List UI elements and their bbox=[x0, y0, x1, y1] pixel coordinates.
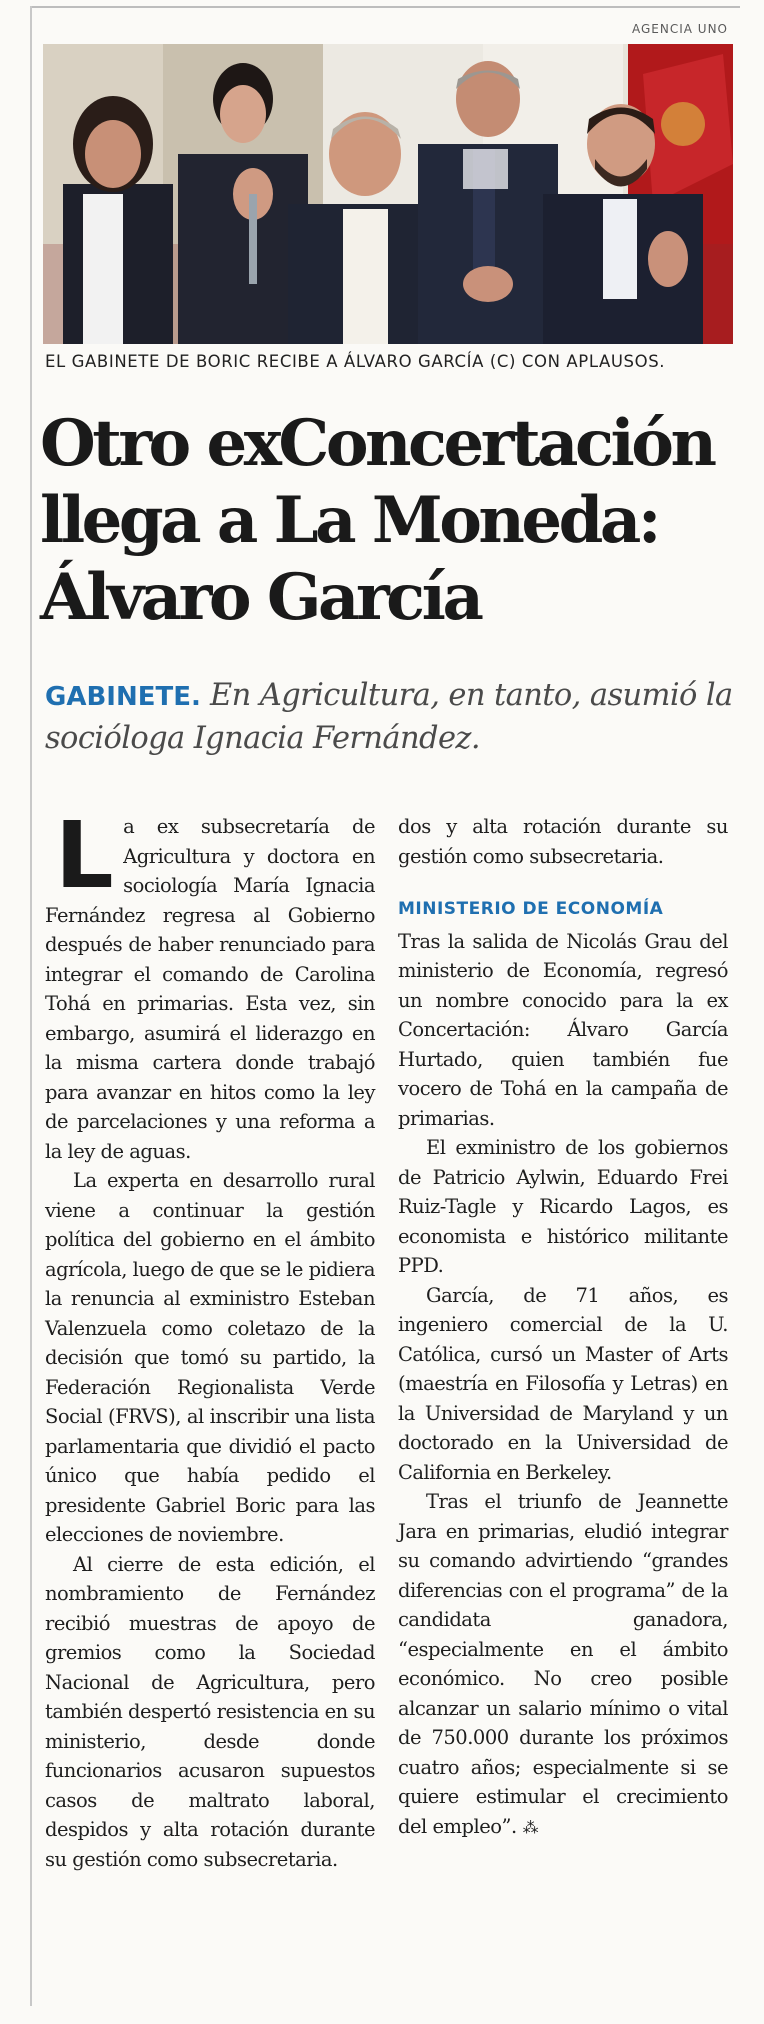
article-photo bbox=[43, 44, 733, 344]
photo-illustration bbox=[43, 44, 733, 344]
section-subhead: MINISTERIO DE ECONOMÍA bbox=[398, 899, 664, 919]
paragraph-1 bbox=[45, 802, 375, 1166]
drop-cap: L bbox=[55, 802, 114, 909]
page-left-rule bbox=[30, 6, 32, 2006]
end-mark-icon: ⁂ bbox=[522, 1817, 539, 1837]
paragraph-3-continued: dos y alta rotación durante su gestión como subsecretaria. bbox=[398, 815, 728, 868]
photo-caption: EL GABINETE DE BORIC RECIBE A ÁLVARO GARCÍA (C) CON APLAUSOS. bbox=[45, 352, 666, 371]
headline bbox=[40, 405, 740, 636]
article-column-2 bbox=[398, 812, 728, 1842]
paragraph-1-text: a ex subsecretaría de Agricultura y doctora en sociología María Ignacia Fernández regresa al Gobierno después de haber renunciado para integrar el comando de Carolina Tohá en primarias. Esta vez, sin embargo, asumirá el liderazgo en la misma cartera donde trabajó para avanzar en hitos como la ley de parcelaciones y una reforma a la ley de aguas. bbox=[45, 815, 375, 1163]
headline-line-1: Otro exConcertación bbox=[40, 406, 714, 481]
deck-kicker: GABINETE. bbox=[45, 682, 201, 712]
photo-credit: AGENCIA UNO bbox=[631, 22, 728, 36]
paragraph-4: Tras la salida de Nicolás Grau del ministerio de Economía, regresó un nombre conocido para la ex Concertación: Álvaro García Hurtado, quien también fue vocero de Tohá en la campaña de primarias. bbox=[398, 929, 728, 1130]
paragraph-3: Al cierre de esta edición, el nombramiento de Fernández recibió muestras de apoyo de gremios como la Sociedad Nacional de Agricultura, pero también despertó resistencia en su ministerio, desde donde funcionarios acusaron supuestos casos de maltrato laboral, despidos y alta rotación durante su gestión como subsecretaria. bbox=[45, 1552, 376, 1871]
paragraph-2: La experta en desarrollo rural viene a continuar la gestión política del gobierno en el ámbito agrícola, luego de que se le pidiera la renuncia al exministro Esteban Valenzuela como coletazo de la decisión que tomó su partido, la Federación Regionalista Verde Social (FRVS), al inscribir una lista parlamentaria que dividió el pacto único que había pedido el presidente Gabriel Boric para las elecciones de noviembre. bbox=[45, 1169, 375, 1546]
paragraph-7 bbox=[398, 1487, 728, 1842]
deck bbox=[45, 675, 745, 759]
deck-text: En Agricultura, en tanto, asumió la socióloga Ignacia Fernández. bbox=[45, 678, 733, 756]
paragraph-6: García, de 71 años, es ingeniero comercial de la U. Católica, cursó un Master of Arts (maestría en Filosofía y Letras) en la Universidad de Maryland y un doctorado en la Universidad de California en Berkeley. bbox=[398, 1283, 728, 1484]
paragraph-7-text: Tras el triunfo de Jeannette Jara en primarias, eludió integrar su comando advirtiendo “grandes diferencias con el programa” de la candidata ganadora, “especialmente en el ámbito económico. No creo posible alcanzar un salario mínimo o vital de 750.000 durante los próximos cuatro años; especialmente si se quiere estimular el crecimiento del empleo”. bbox=[398, 1490, 728, 1838]
headline-line-2: llega a La Moneda: bbox=[40, 483, 658, 558]
page-top-rule bbox=[30, 6, 740, 8]
paragraph-5: El exministro de los gobiernos de Patricio Aylwin, Eduardo Frei Ruiz-Tagle y Ricardo Lagos, es economista e histórico militante PPD. bbox=[398, 1136, 728, 1277]
article-column-1 bbox=[45, 802, 376, 1871]
headline-line-3: Álvaro García bbox=[40, 560, 481, 635]
